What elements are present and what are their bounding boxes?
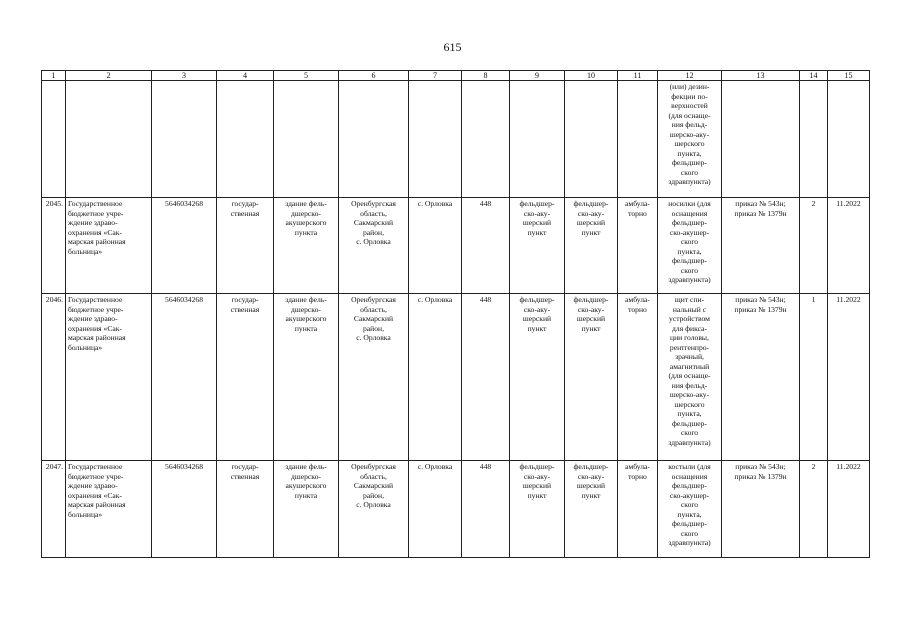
care-form-cell: амбула- торно (618, 198, 658, 294)
building-cell: здание фель- дшерско- акушерского пункта (274, 294, 339, 461)
date-cell: 11.2022 (828, 294, 870, 461)
empty-cell (828, 81, 870, 198)
column-number: 5 (274, 71, 339, 81)
empty-cell (152, 81, 217, 198)
column-number: 8 (462, 71, 510, 81)
column-number: 13 (722, 71, 800, 81)
organization-cell: Государственное бюджетное учре- ждение здраво- охранения «Сак- марская районная больница» (66, 294, 152, 461)
count-cell: 448 (462, 198, 510, 294)
empty-cell (42, 81, 66, 198)
registry-table (41, 70, 870, 558)
continuation-row (42, 81, 870, 198)
empty-cell (565, 81, 618, 198)
column-number: 2 (66, 71, 152, 81)
order-cell: приказ № 543н; приказ № 1379н (722, 461, 800, 558)
table-row (42, 198, 870, 294)
row-number: 2045. (42, 198, 66, 294)
quantity-cell: 2 (800, 461, 828, 558)
column-number: 1 (42, 71, 66, 81)
column-number: 3 (152, 71, 217, 81)
equipment-cell: щит спи- нальный с устройством для фикса- ции головы, рентгенпро- зрачный, амагнитный (для оснаще- ния фельд- шерско-аку- шерского пункта, фельдшер- ского здравпункта) (658, 294, 722, 461)
organization-cell: Государственное бюджетное учре- ждение здраво- охранения «Сак- марская районная больница» (66, 198, 152, 294)
empty-cell (618, 81, 658, 198)
unit-type-cell: фельдшер- ско-аку- шерский пункт (510, 198, 565, 294)
settlement-cell: с. Орловка (409, 461, 462, 558)
building-cell: здание фель- дшерско- акушерского пункта (274, 461, 339, 558)
page-number: 615 (443, 40, 462, 54)
empty-cell (339, 81, 409, 198)
row-number: 2047. (42, 461, 66, 558)
column-number: 4 (217, 71, 274, 81)
empty-cell (800, 81, 828, 198)
care-form-cell: амбула- торно (618, 294, 658, 461)
unit-name-cell: фельдшер- ско-аку- шерский пункт (565, 198, 618, 294)
inn-cell: 5646034268 (152, 294, 217, 461)
date-cell: 11.2022 (828, 198, 870, 294)
ownership-cell: государ- ственная (217, 198, 274, 294)
column-number: 15 (828, 71, 870, 81)
equipment-cell: носилки (для оснащения фельдшер- ско-акушер- ского пункта, фельдшер- ского здравпункта) (658, 198, 722, 294)
column-number: 6 (339, 71, 409, 81)
address-cell: Оренбургская область, Сакмарский район, с. Орловка (339, 198, 409, 294)
organization-cell: Государственное бюджетное учре- ждение здраво- охранения «Сак- марская районная больница» (66, 461, 152, 558)
address-cell: Оренбургская область, Сакмарский район, с. Орловка (339, 294, 409, 461)
column-number: 12 (658, 71, 722, 81)
unit-name-cell: фельдшер- ско-аку- шерский пункт (565, 461, 618, 558)
unit-name-cell: фельдшер- ско-аку- шерский пункт (565, 294, 618, 461)
building-cell: здание фель- дшерско- акушерского пункта (274, 198, 339, 294)
unit-type-cell: фельдшер- ско-аку- шерский пункт (510, 294, 565, 461)
column-number: 9 (510, 71, 565, 81)
table-row (42, 294, 870, 461)
order-cell: приказ № 543н; приказ № 1379н (722, 294, 800, 461)
column-number: 11 (618, 71, 658, 81)
inn-cell: 5646034268 (152, 461, 217, 558)
row-number: 2046. (42, 294, 66, 461)
care-form-cell: амбула- торно (618, 461, 658, 558)
empty-cell (274, 81, 339, 198)
settlement-cell: с. Орловка (409, 198, 462, 294)
address-cell: Оренбургская область, Сакмарский район, с. Орловка (339, 461, 409, 558)
unit-type-cell: фельдшер- ско-аку- шерский пункт (510, 461, 565, 558)
quantity-cell: 2 (800, 198, 828, 294)
table-row (42, 461, 870, 558)
equipment-cell: костыли (для оснащения фельдшер- ско-акушер- ского пункта, фельдшер- ского здравпункта) (658, 461, 722, 558)
count-cell: 448 (462, 461, 510, 558)
empty-cell (66, 81, 152, 198)
inn-cell: 5646034268 (152, 198, 217, 294)
column-number: 10 (565, 71, 618, 81)
count-cell: 448 (462, 294, 510, 461)
empty-cell (722, 81, 800, 198)
column-number-row (42, 71, 870, 81)
equipment-cell: (или) дезин- фекции по- верхностей (для оснаще- ния фельд- шерско-аку- шерского пункта, фельдшер- ского здравпункта) (658, 81, 722, 198)
empty-cell (462, 81, 510, 198)
date-cell: 11.2022 (828, 461, 870, 558)
empty-cell (510, 81, 565, 198)
empty-cell (409, 81, 462, 198)
order-cell: приказ № 543н; приказ № 1379н (722, 198, 800, 294)
ownership-cell: государ- ственная (217, 294, 274, 461)
ownership-cell: государ- ственная (217, 461, 274, 558)
quantity-cell: 1 (800, 294, 828, 461)
empty-cell (217, 81, 274, 198)
column-number: 14 (800, 71, 828, 81)
column-number: 7 (409, 71, 462, 81)
settlement-cell: с. Орловка (409, 294, 462, 461)
